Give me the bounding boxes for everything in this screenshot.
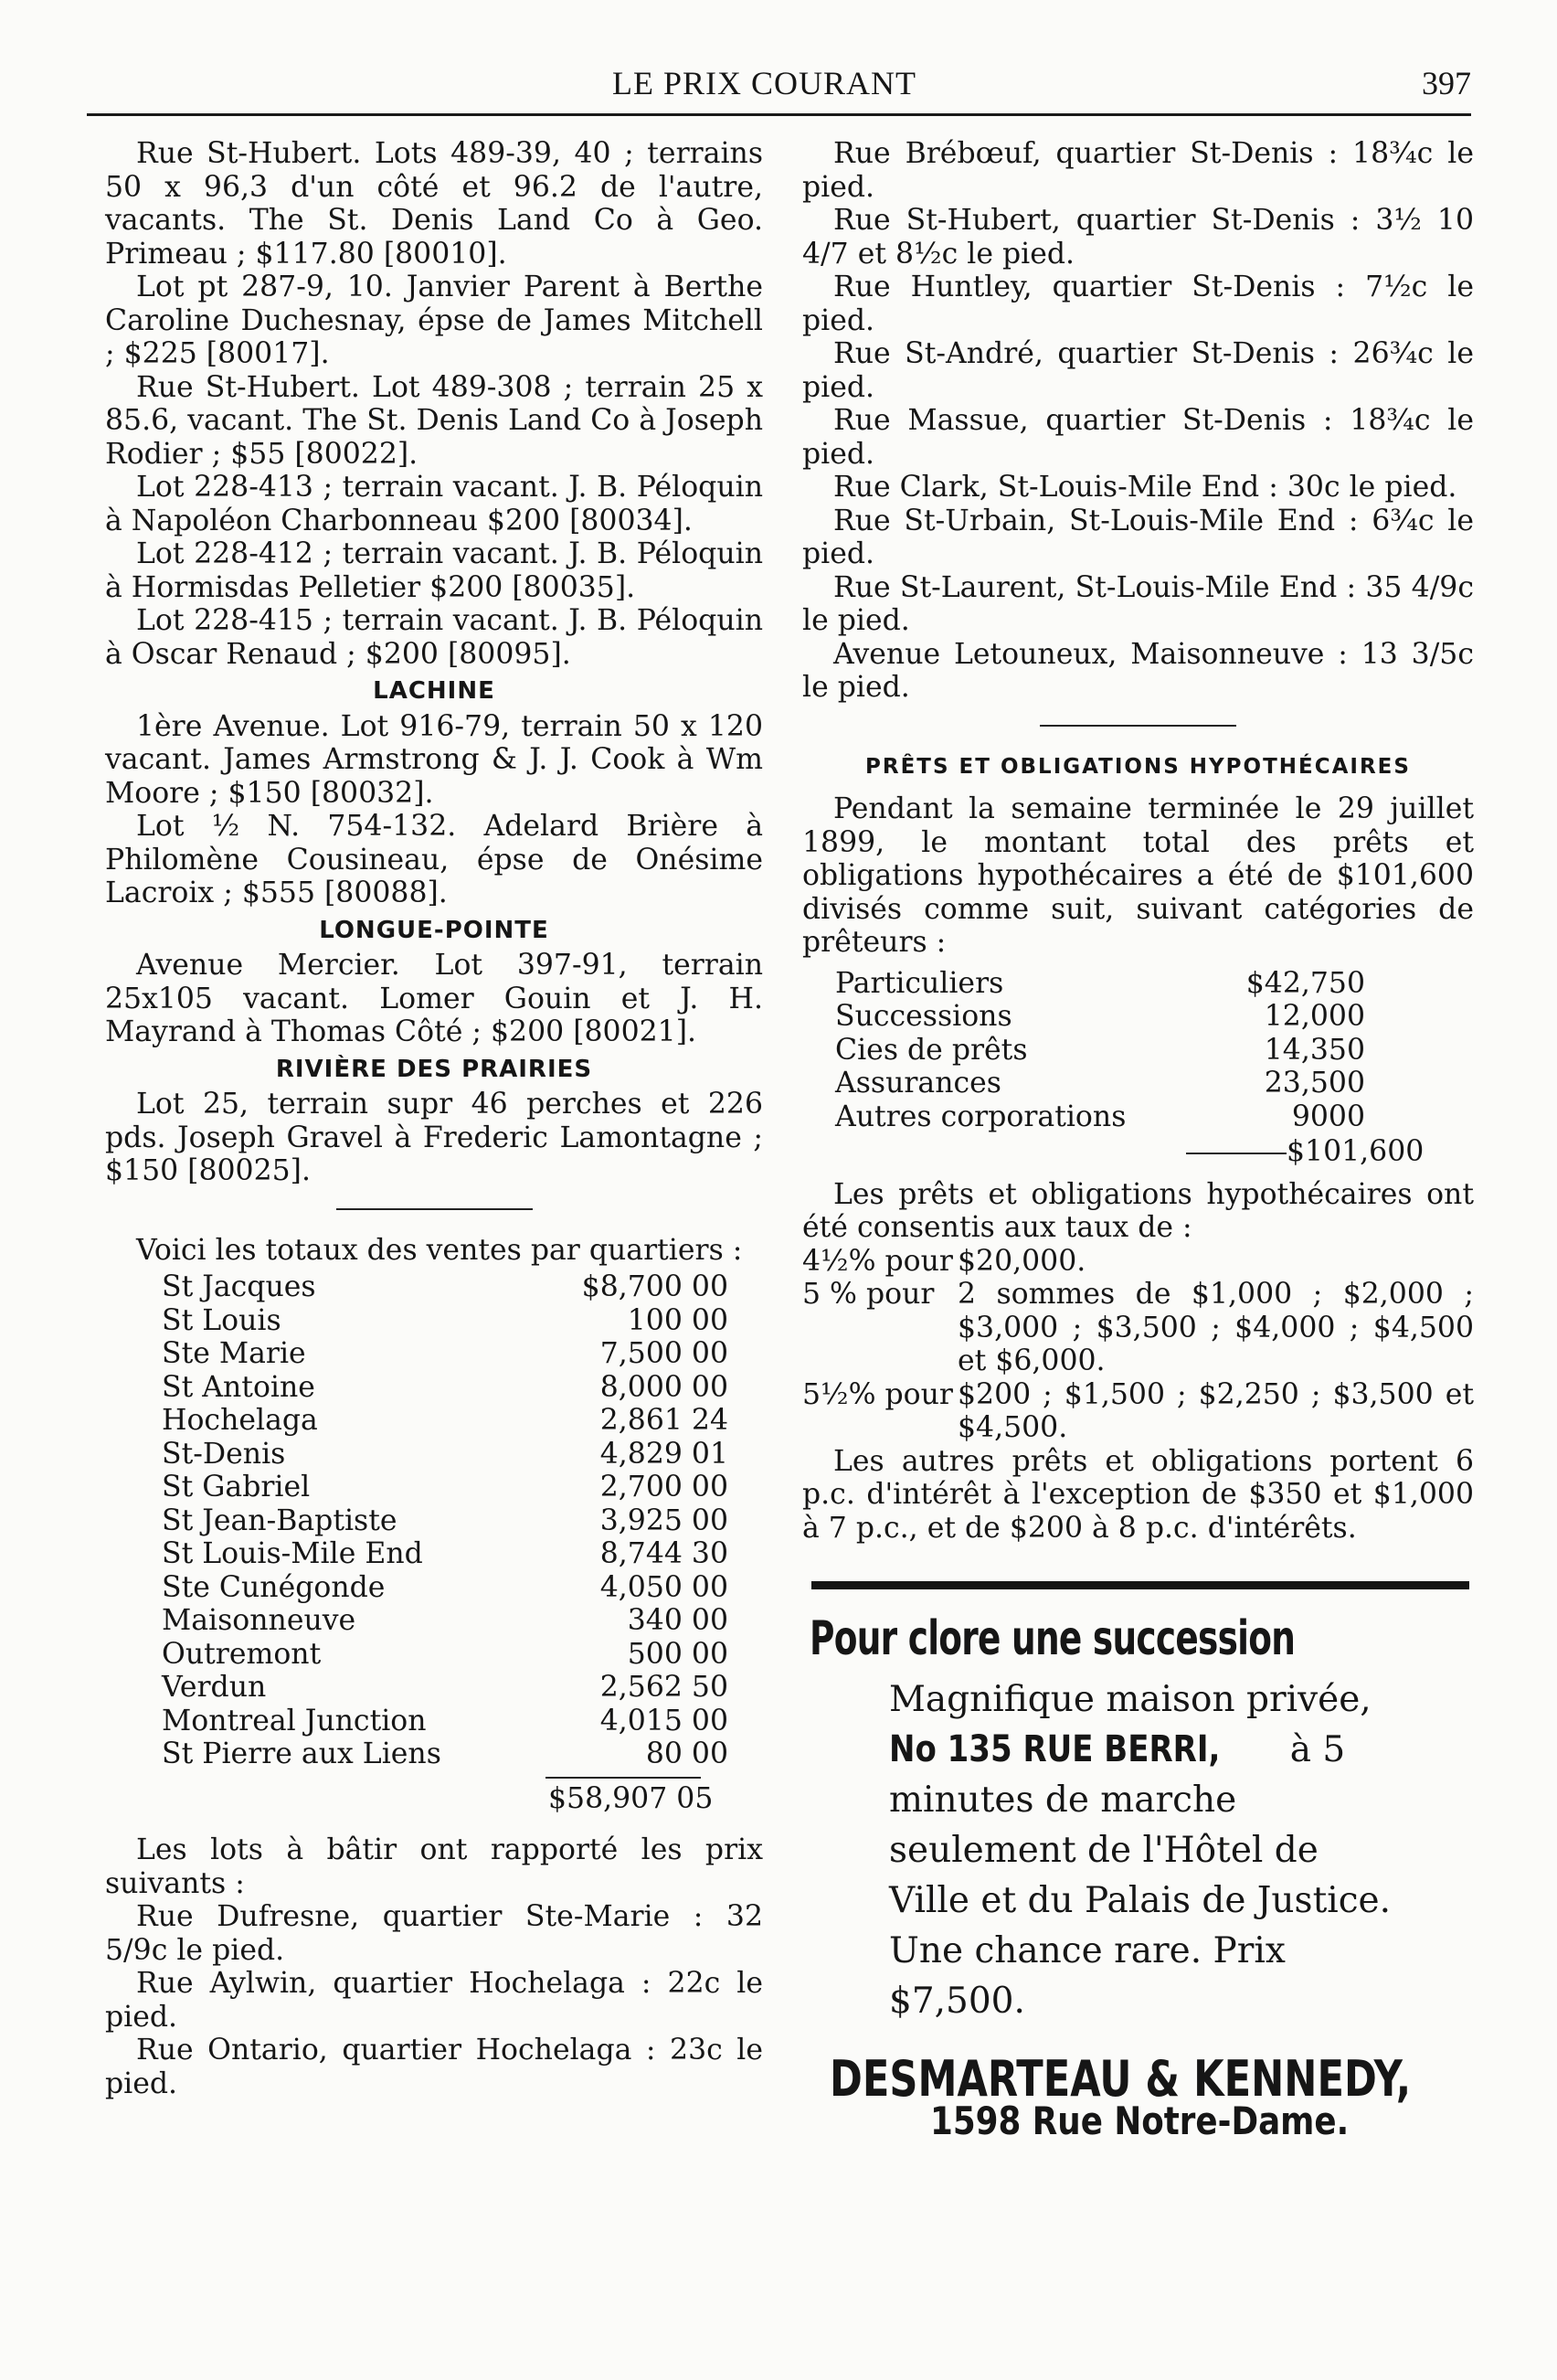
entry: Lot pt 287-9, 10. Janvier Parent à Berthe Caroline Duchesnay, épse de James Mitchell ; $225 [80017]. [105,271,763,370]
lenders-table [835,967,1365,1134]
ad-address: No 135 RUE BERRI, [889,1727,1221,1770]
district-amount: 100 00 [627,1303,728,1337]
district-name: Outremont [162,1637,322,1671]
ad-firm: DESMARTEAU & KENNEDY, [830,2049,1412,2108]
district-amount: 500 00 [627,1637,728,1671]
totals-row [162,1337,728,1371]
rate-item [802,1245,1474,1279]
lender-amount: 14,350 [1264,1033,1365,1067]
district-amount: $8,700 00 [581,1270,728,1303]
section-heading-prets: PRÊTS ET OBLIGATIONS HYPOTHÉCAIRES [865,754,1411,779]
district-amount: 4,015 00 [599,1704,728,1737]
district-name: Verdun [162,1671,267,1704]
district-name: St Jean-Baptiste [162,1503,397,1537]
lender-row [835,1100,1365,1134]
lender-row [835,1000,1365,1034]
entry: Rue St-Hubert. Lots 489-39, 40 ; terrains 50 x 96,3 d'un côté et 96.2 de l'autre, vacants. The St. Denis Land Co à Geo. Primeau ; $117.80 [80010]. [105,137,763,271]
entry: Lot 228-413 ; terrain vacant. J. B. Péloquin à Napoléon Charbonneau $200 [80034]. [105,471,763,537]
lot-price: Avenue Letouneux, Maisonneuve : 13 3/5c le pied. [802,637,1474,704]
district-name: Ste Marie [162,1337,306,1370]
totals-row [162,1571,728,1605]
district-amount: 2,562 50 [599,1671,728,1704]
lot-price: Rue Huntley, quartier St-Denis : 7½c le pied. [802,271,1474,337]
district-name: Hochelaga [162,1404,318,1437]
ad-body [889,1674,1401,2026]
totals-row [162,1438,728,1472]
lot-price: Rue Aylwin, quartier Hochelaga : 22c le pied. [105,1967,763,2034]
totals-table [162,1270,728,1771]
totals-row [162,1705,728,1738]
district-name: St-Denis [162,1437,286,1471]
ad-title: Pour clore une succession [810,1611,1296,1666]
ad-firm-address: 1598 Rue Notre-Dame. [930,2098,1350,2143]
district-amount: 4,829 01 [599,1437,728,1471]
total-rule [1186,1153,1287,1154]
entry: Lot 228-412 ; terrain vacant. J. B. Péloquin à Hormisdas Pelletier $200 [80035]. [105,537,763,604]
prets-closing: Les autres prêts et obligations portent 6 p.c. d'intérêt à l'exception de $350 et $1,000 à 7 p.c., et de $200 à 8 p.c. d'intérêts. [802,1444,1474,1545]
district-amount: 2,861 24 [599,1404,728,1437]
rate-item [802,1278,1474,1378]
grand-total: $58,907 05 [548,1781,714,1815]
left-column [105,137,763,2100]
lenders-total-amount: $101,600 [1287,1135,1425,1168]
district-amount: 3,925 00 [599,1503,728,1537]
district-name: St Pierre aux Liens [162,1737,441,1770]
district-name: Maisonneuve [162,1604,356,1637]
section-separator [336,1208,533,1210]
lot-price: Rue Dufresne, quartier Ste-Marie : 32 5/9c le pied. [105,1900,763,1967]
lender-name: Successions [835,1000,1012,1033]
section-heading-riviere: RIVIÈRE DES PRAIRIES [275,1055,593,1083]
totals-row [162,1304,728,1338]
totals-row [162,1404,728,1438]
totals-row [162,1604,728,1638]
totals-row [162,1671,728,1705]
ad-line: à 5 minutes de marche seulement de l'Hôtel de Ville et du Palais de Justice. Une chance rare. Prix $7,500. [889,1728,1392,2022]
rates-list [802,1245,1474,1445]
lender-row [835,1067,1365,1100]
entry: Lot 228-415 ; terrain vacant. J. B. Péloquin à Oscar Renaud ; $200 [80095]. [105,604,763,671]
rate-label: 5½% pour [802,1377,953,1411]
district-amount: 2,700 00 [599,1471,728,1503]
rates-intro: Les prêts et obligations hypothécaires ont été consentis aux taux de : [802,1177,1474,1244]
page-header [101,60,1471,106]
advertisement [802,1611,1474,2143]
lenders-total [1186,1135,1474,1169]
district-name: St Gabriel [162,1471,311,1503]
entry: Rue St-Hubert. Lot 489-308 ; terrain 25 x 85.6, vacant. The St. Denis Land Co à Joseph Rodier ; $55 [80022]. [105,370,763,471]
totals-intro: Voici les totaux des ventes par quartiers : [136,1233,743,1267]
district-name: St Louis-Mile End [162,1537,423,1570]
district-name: St Louis [162,1303,281,1337]
ad-line: Magnifique maison privée, [889,1678,1372,1720]
section-heading-lachine: LACHINE [373,677,495,705]
lot-price: Rue St-André, quartier St-Denis : 26¾c le pied. [802,337,1474,404]
district-amount: 8,000 00 [599,1370,728,1404]
rate-text: $20,000. [958,1244,1086,1278]
lender-name: Particuliers [835,966,1004,1000]
right-column [802,137,1474,2143]
lender-row [835,967,1365,1001]
totals-row [162,1504,728,1538]
district-name: Montreal Junction [162,1704,427,1737]
rate-item [802,1378,1474,1445]
lender-amount: 23,500 [1264,1067,1365,1100]
district-name: St Antoine [162,1370,315,1404]
lender-amount: 9000 [1291,1100,1365,1133]
district-amount: 8,744 30 [599,1537,728,1570]
lot-price: Rue St-Urbain, St-Louis-Mile End : 6¾c le pied. [802,504,1474,570]
entry: Lot ½ N. 754-132. Adelard Brière à Philomène Cousineau, épse de Onésime Lacroix ; $555 [80088]. [105,810,763,909]
district-amount: 340 00 [627,1604,728,1637]
district-amount: 80 00 [645,1737,728,1770]
lender-amount: $42,750 [1245,966,1365,1000]
entry: Lot 25, terrain supr 46 perches et 226 pds. Joseph Gravel à Frederic Lamontagne ; $150 [80025]. [105,1088,763,1187]
rate-label: 4½% pour [802,1244,953,1278]
rate-label: 5 % pour [802,1278,935,1311]
totals-row [162,1270,728,1304]
lender-name: Autres corporations [835,1100,1127,1133]
district-amount: 7,500 00 [599,1337,728,1370]
totals-row [162,1638,728,1672]
rate-text: $200 ; $1,500 ; $2,250 ; $3,500 et $4,500. [958,1377,1474,1444]
district-amount: 4,050 00 [599,1570,728,1604]
lot-price: Rue Brébœuf, quartier St-Denis : 18¾c le pied. [802,137,1474,204]
lender-amount: 12,000 [1264,1000,1365,1033]
entry: 1ère Avenue. Lot 916-79, terrain 50 x 120 vacant. James Armstrong & J. J. Cook à Wm Moore ; $150 [80032]. [105,709,763,810]
totals-row [162,1737,728,1771]
lot-price: Rue Clark, St-Louis-Mile End : 30c le pied. [833,471,1457,504]
lender-name: Cies de prêts [835,1033,1028,1067]
thick-rule [811,1581,1469,1589]
lot-price: Rue St-Laurent, St-Louis-Mile End : 35 4/9c le pied. [802,570,1474,637]
lender-row [835,1034,1365,1068]
lots-intro: Les lots à bâtir ont rapporté les prix suivants : [105,1833,763,1900]
totals-row [162,1371,728,1405]
total-rule [545,1777,701,1779]
section-heading-longue-pointe: LONGUE-POINTE [319,916,549,944]
district-name: St Jacques [162,1270,316,1303]
page-number: 397 [1422,65,1471,101]
section-separator [1040,725,1236,727]
lender-name: Assurances [835,1067,1001,1100]
header-rule [87,113,1471,116]
entry: Avenue Mercier. Lot 397-91, terrain 25x105 vacant. Lomer Gouin et J. H. Mayrand à Thomas Côté ; $200 [80021]. [105,949,763,1048]
lot-price: Rue St-Hubert, quartier St-Denis : 3½ 10 4/7 et 8½c le pied. [802,204,1474,271]
totals-row [162,1537,728,1571]
rate-text: 2 sommes de $1,000 ; $2,000 ; $3,000 ; $3,500 ; $4,000 ; $4,500 et $6,000. [958,1278,1474,1377]
totals-row [162,1471,728,1504]
lot-price: Rue Ontario, quartier Hochelaga : 23c le pied. [105,2034,763,2100]
district-name: Ste Cunégonde [162,1570,386,1604]
lot-price: Rue Massue, quartier St-Denis : 18¾c le pied. [802,404,1474,471]
page-title: LE PRIX COURANT [612,65,917,101]
prets-intro: Pendant la semaine terminée le 29 juillet 1899, le montant total des prêts et obligations hypothécaires a été de $101,600 divisés comme suit, suivant catégories de prêteurs : [802,792,1474,959]
